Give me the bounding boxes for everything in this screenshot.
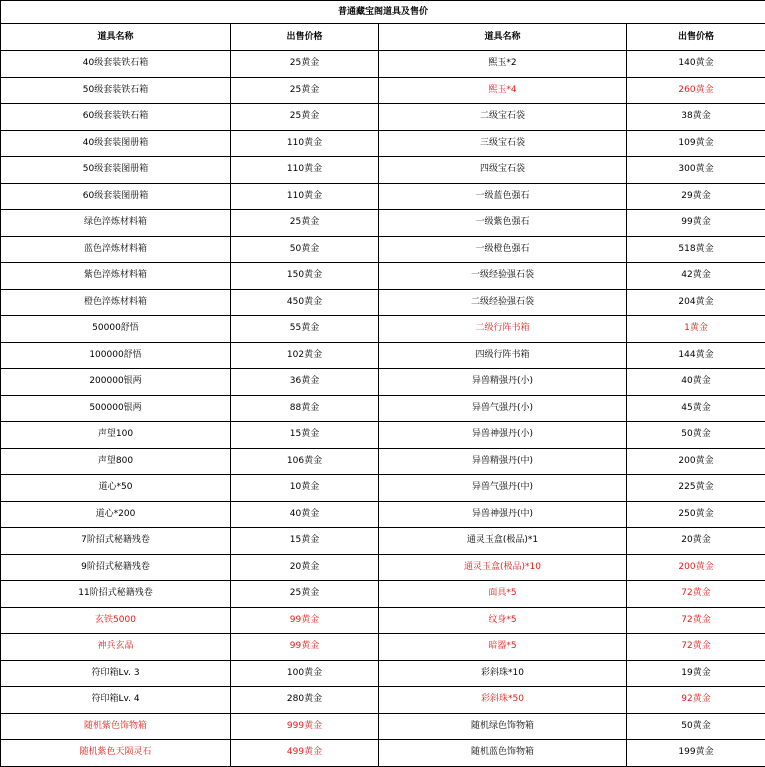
price-right: 518黄金 [627,236,765,263]
price-right: 200黄金 [627,448,765,475]
table-row [1,687,765,714]
item-name-right: 面具*5 [379,581,627,608]
table-title: 普通藏宝阁道具及售价 [1,1,765,24]
table-row [1,554,765,581]
table-row [1,157,765,184]
item-name-right: 异兽精强丹(中) [379,448,627,475]
item-name-left: 紫色淬炼材料箱 [1,263,231,290]
price-right: 140黄金 [627,51,765,78]
price-left: 25黄金 [231,51,379,78]
price-right: 99黄金 [627,210,765,237]
price-left: 102黄金 [231,342,379,369]
item-name-left: 道心*50 [1,475,231,502]
item-name-right: 异兽气强丹(小) [379,395,627,422]
table-row [1,395,765,422]
item-name-left: 60级套装图册箱 [1,183,231,210]
price-right: 72黄金 [627,634,765,661]
price-left: 36黄金 [231,369,379,396]
item-name-right: 暗器*5 [379,634,627,661]
price-right: 72黄金 [627,581,765,608]
table-row [1,236,765,263]
item-name-right: 异兽神强丹(中) [379,501,627,528]
item-name-left: 随机紫色饰物箱 [1,713,231,740]
table-row [1,528,765,555]
item-name-left: 9阶招式秘籍残卷 [1,554,231,581]
price-left: 99黄金 [231,634,379,661]
table-row [1,289,765,316]
table-row [1,475,765,502]
item-name-left: 200000银两 [1,369,231,396]
item-name-right: 异兽气强丹(中) [379,475,627,502]
price-left: 25黄金 [231,210,379,237]
header-price-left: 出售价格 [231,24,379,51]
price-right: 29黄金 [627,183,765,210]
price-right: 38黄金 [627,104,765,131]
item-name-left: 40级套装图册箱 [1,130,231,157]
price-right: 72黄金 [627,607,765,634]
table-row [1,660,765,687]
header-item-name-right: 道具名称 [379,24,627,51]
item-name-left: 声望800 [1,448,231,475]
item-name-left: 蓝色淬炼材料箱 [1,236,231,263]
price-left: 15黄金 [231,422,379,449]
item-name-right: 一级经验强石袋 [379,263,627,290]
item-name-right: 通灵玉盒(极品)*10 [379,554,627,581]
price-right: 225黄金 [627,475,765,502]
table-row [1,501,765,528]
header-item-name-left: 道具名称 [1,24,231,51]
item-name-right: 一级蓝色强石 [379,183,627,210]
item-name-left: 500000银两 [1,395,231,422]
price-right: 1黄金 [627,316,765,343]
item-name-left: 符印箱Lv. 4 [1,687,231,714]
item-name-left: 60级套装铁石箱 [1,104,231,131]
item-name-left: 玄铁5000 [1,607,231,634]
table-row [1,316,765,343]
price-right: 260黄金 [627,77,765,104]
header-row [1,24,765,51]
price-left: 110黄金 [231,130,379,157]
item-name-left: 40级套装铁石箱 [1,51,231,78]
table-row [1,740,765,767]
price-left: 999黄金 [231,713,379,740]
table-row [1,130,765,157]
item-name-left: 50级套装铁石箱 [1,77,231,104]
price-right: 300黄金 [627,157,765,184]
item-name-right: 四级宝石袋 [379,157,627,184]
item-name-right: 熙玉*4 [379,77,627,104]
price-right: 109黄金 [627,130,765,157]
item-name-left: 50级套装图册箱 [1,157,231,184]
item-name-right: 彩斜珠*50 [379,687,627,714]
table-row [1,422,765,449]
price-right: 42黄金 [627,263,765,290]
item-name-left: 符印箱Lv. 3 [1,660,231,687]
price-right: 199黄金 [627,740,765,767]
item-name-right: 二级行阵书箱 [379,316,627,343]
table-body [1,51,765,767]
item-name-right: 随机绿色饰物箱 [379,713,627,740]
price-right: 50黄金 [627,422,765,449]
price-left: 99黄金 [231,607,379,634]
item-name-left: 随机紫色天陨灵石 [1,740,231,767]
price-left: 100黄金 [231,660,379,687]
price-left: 280黄金 [231,687,379,714]
price-right: 200黄金 [627,554,765,581]
item-name-right: 熙玉*2 [379,51,627,78]
table-row [1,448,765,475]
price-right: 45黄金 [627,395,765,422]
item-name-left: 橙色淬炼材料箱 [1,289,231,316]
item-name-left: 100000舒悟 [1,342,231,369]
table-row [1,607,765,634]
price-right: 50黄金 [627,713,765,740]
price-left: 110黄金 [231,157,379,184]
price-left: 106黄金 [231,448,379,475]
table-row [1,713,765,740]
item-name-right: 纹身*5 [379,607,627,634]
price-left: 10黄金 [231,475,379,502]
price-right: 92黄金 [627,687,765,714]
price-left: 499黄金 [231,740,379,767]
item-name-right: 二级经验强石袋 [379,289,627,316]
table-row [1,210,765,237]
item-name-right: 三级宝石袋 [379,130,627,157]
item-name-left: 绿色淬炼材料箱 [1,210,231,237]
item-name-right: 四级行阵书箱 [379,342,627,369]
price-right: 19黄金 [627,660,765,687]
price-left: 150黄金 [231,263,379,290]
price-right: 144黄金 [627,342,765,369]
price-left: 88黄金 [231,395,379,422]
table-row [1,369,765,396]
price-left: 110黄金 [231,183,379,210]
item-name-right: 异兽精强丹(小) [379,369,627,396]
price-right: 20黄金 [627,528,765,555]
item-name-right: 通灵玉盒(极品)*1 [379,528,627,555]
table-row [1,51,765,78]
price-left: 15黄金 [231,528,379,555]
price-left: 25黄金 [231,104,379,131]
price-left: 50黄金 [231,236,379,263]
title-row [1,1,765,24]
price-right: 204黄金 [627,289,765,316]
price-left: 20黄金 [231,554,379,581]
table-row [1,183,765,210]
table-row [1,104,765,131]
table-row [1,263,765,290]
item-name-left: 声望100 [1,422,231,449]
price-left: 55黄金 [231,316,379,343]
item-name-left: 50000舒悟 [1,316,231,343]
price-left: 25黄金 [231,581,379,608]
price-right: 250黄金 [627,501,765,528]
item-name-right: 异兽神强丹(小) [379,422,627,449]
item-name-right: 二级宝石袋 [379,104,627,131]
price-right: 40黄金 [627,369,765,396]
table-row [1,634,765,661]
item-name-left: 7阶招式秘籍残卷 [1,528,231,555]
item-name-right: 一级橙色强石 [379,236,627,263]
price-left: 25黄金 [231,77,379,104]
item-name-right: 一级紫色强石 [379,210,627,237]
item-name-left: 神兵玄晶 [1,634,231,661]
table-row [1,77,765,104]
item-name-right: 随机蓝色饰物箱 [379,740,627,767]
item-name-left: 11阶招式秘籍残卷 [1,581,231,608]
item-name-right: 彩斜珠*10 [379,660,627,687]
price-left: 450黄金 [231,289,379,316]
table-row [1,342,765,369]
table-row [1,581,765,608]
price-left: 40黄金 [231,501,379,528]
header-price-right: 出售价格 [627,24,765,51]
item-name-left: 道心*200 [1,501,231,528]
